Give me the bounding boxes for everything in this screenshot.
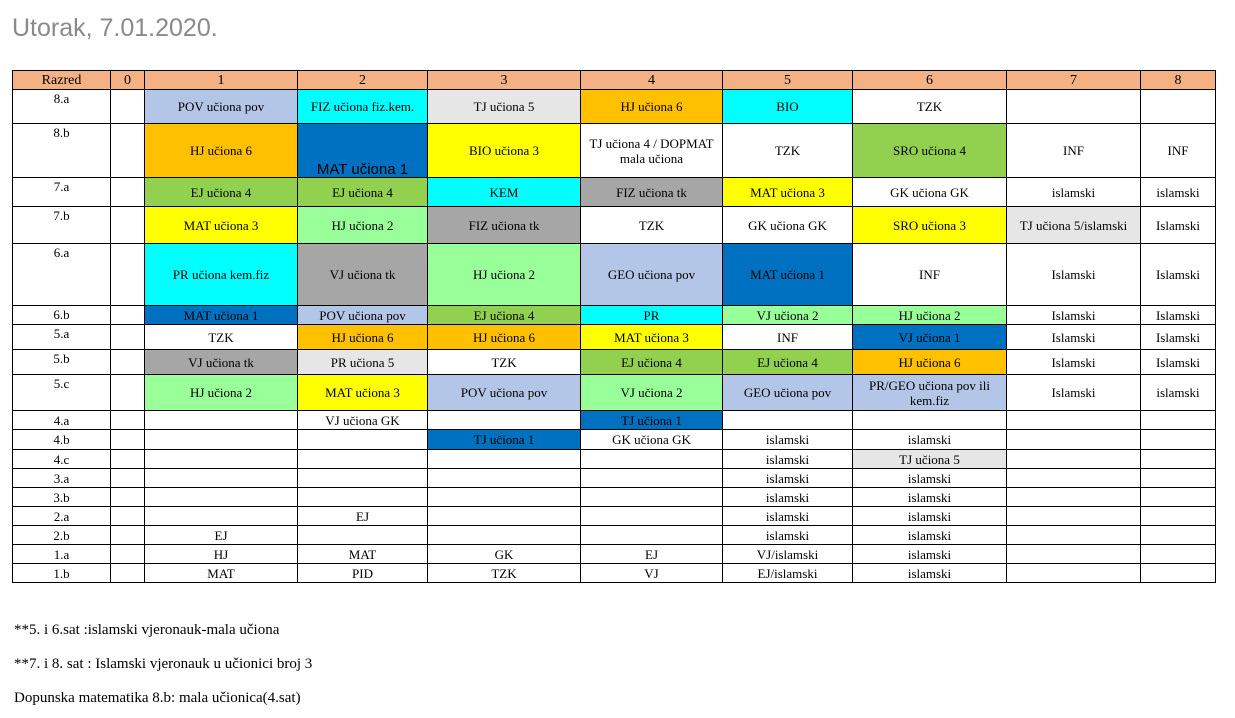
lesson-cell (428, 507, 581, 526)
lesson-cell (111, 90, 145, 124)
lesson-cell: PR/GEO učiona pov ili kem.fiz (853, 375, 1007, 411)
table-row (13, 325, 1216, 350)
lesson-cell: islamski (723, 469, 853, 488)
table-row (13, 124, 1216, 178)
lesson-cell: islamski (723, 488, 853, 507)
class-label-cell: 3.b (13, 488, 111, 507)
lesson-cell (111, 411, 145, 430)
lesson-cell (581, 469, 723, 488)
lesson-cell (111, 306, 145, 325)
lesson-cell: INF (1141, 124, 1216, 178)
note-line: **7. i 8. sat : Islamski vjeronauk u učionici broj 3 (14, 656, 313, 672)
lesson-cell: EJ (581, 545, 723, 564)
lesson-cell (1141, 430, 1216, 450)
header-cell: 5 (723, 71, 853, 90)
lesson-cell (1007, 411, 1141, 430)
lesson-cell: islamski (1007, 178, 1141, 207)
lesson-cell (111, 375, 145, 411)
lesson-cell: Islamski (1007, 306, 1141, 325)
header-cell: 0 (111, 71, 145, 90)
lesson-cell: islamski (1141, 178, 1216, 207)
lesson-cell: EJ učiona 4 (581, 350, 723, 375)
lesson-cell: MAT (145, 564, 298, 583)
lesson-cell: HJ učiona 6 (428, 325, 581, 350)
lesson-cell (298, 469, 428, 488)
lesson-cell (111, 178, 145, 207)
lesson-cell (1141, 564, 1216, 583)
class-label-cell: 8.a (13, 90, 111, 124)
lesson-cell (111, 430, 145, 450)
lesson-cell: TJ učiona 5 (853, 450, 1007, 469)
lesson-cell: EJ učiona 4 (723, 350, 853, 375)
lesson-cell (111, 207, 145, 244)
lesson-cell: GK učiona GK (723, 207, 853, 244)
class-label-cell: 5.a (13, 325, 111, 350)
lesson-cell (1007, 564, 1141, 583)
lesson-cell (581, 450, 723, 469)
lesson-cell: HJ učiona 2 (298, 207, 428, 244)
lesson-cell: MAT učiona 3 (145, 207, 298, 244)
lesson-cell (723, 411, 853, 430)
lesson-cell: Islamski (1007, 375, 1141, 411)
header-cell: 8 (1141, 71, 1216, 90)
class-label-cell: 5.b (13, 350, 111, 375)
lesson-cell: HJ učiona 6 (581, 90, 723, 124)
lesson-cell (428, 526, 581, 545)
lesson-cell: islamski (723, 507, 853, 526)
class-label-cell: 6.a (13, 244, 111, 306)
lesson-cell: Islamski (1141, 350, 1216, 375)
lesson-cell: islamski (853, 545, 1007, 564)
lesson-cell: TZK (428, 564, 581, 583)
lesson-cell: VJ učiona GK (298, 411, 428, 430)
lesson-cell (853, 411, 1007, 430)
lesson-cell: islamski (853, 488, 1007, 507)
lesson-cell (1141, 507, 1216, 526)
table-row (13, 526, 1216, 545)
header-cell: 6 (853, 71, 1007, 90)
lesson-cell (145, 450, 298, 469)
lesson-cell (581, 526, 723, 545)
lesson-cell: EJ učiona 4 (145, 178, 298, 207)
lesson-cell: MAT (298, 545, 428, 564)
lesson-cell: TJ učiona 1 (428, 430, 581, 450)
lesson-cell: HJ (145, 545, 298, 564)
lesson-cell: MAT učiona 1 (723, 244, 853, 306)
lesson-cell: VJ (581, 564, 723, 583)
lesson-cell: TJ učiona 1 (581, 411, 723, 430)
lesson-cell (111, 488, 145, 507)
lesson-cell (1007, 469, 1141, 488)
lesson-cell: HJ učiona 2 (853, 306, 1007, 325)
lesson-cell: POV učiona pov (298, 306, 428, 325)
lesson-cell: HJ učiona 6 (298, 325, 428, 350)
lesson-cell: BIO učiona 3 (428, 124, 581, 178)
lesson-cell: PR učiona kem.fiz (145, 244, 298, 306)
lesson-cell: MAT učiona 3 (581, 325, 723, 350)
lesson-cell: GK učiona GK (853, 178, 1007, 207)
header-cell: 3 (428, 71, 581, 90)
header-cell: 4 (581, 71, 723, 90)
lesson-cell: islamski (853, 507, 1007, 526)
lesson-cell: HJ učiona 2 (428, 244, 581, 306)
class-label-cell: 6.b (13, 306, 111, 325)
table-row (13, 90, 1216, 124)
lesson-cell: KEM (428, 178, 581, 207)
lesson-cell: Islamski (1141, 306, 1216, 325)
lesson-cell: POV učiona pov (428, 375, 581, 411)
lesson-cell: TZK (581, 207, 723, 244)
table-row (13, 430, 1216, 450)
schedule-table (12, 70, 1216, 583)
lesson-cell (145, 469, 298, 488)
lesson-cell: HJ učiona 6 (145, 124, 298, 178)
lesson-cell (1141, 411, 1216, 430)
schedule-body (13, 90, 1216, 583)
lesson-cell (1141, 488, 1216, 507)
lesson-cell: VJ učiona 2 (581, 375, 723, 411)
lesson-cell: TJ učiona 5/islamski (1007, 207, 1141, 244)
lesson-cell (298, 526, 428, 545)
table-row (13, 244, 1216, 306)
lesson-cell: MAT učiona 3 (298, 375, 428, 411)
lesson-cell: PR učiona 5 (298, 350, 428, 375)
lesson-cell (581, 507, 723, 526)
lesson-cell (428, 488, 581, 507)
class-label-cell: 5.c (13, 375, 111, 411)
header-row (13, 71, 1216, 90)
class-label-cell: 4.b (13, 430, 111, 450)
page-title: Utorak, 7.01.2020. (12, 14, 218, 42)
header-cell: 7 (1007, 71, 1141, 90)
table-row (13, 564, 1216, 583)
class-label-cell: 2.a (13, 507, 111, 526)
table-row (13, 488, 1216, 507)
lesson-cell: TZK (723, 124, 853, 178)
class-label-cell: 4.a (13, 411, 111, 430)
lesson-cell: INF (723, 325, 853, 350)
lesson-cell: HJ učiona 6 (853, 350, 1007, 375)
lesson-cell: EJ (145, 526, 298, 545)
note-line: Dopunska matematika 8.b: mala učionica(4.sat) (14, 690, 301, 706)
lesson-cell: EJ učiona 4 (298, 178, 428, 207)
lesson-cell (1141, 469, 1216, 488)
lesson-cell: MAT učiona 1 (145, 306, 298, 325)
lesson-cell: TZK (145, 325, 298, 350)
lesson-cell (1007, 545, 1141, 564)
lesson-cell (111, 325, 145, 350)
lesson-cell: INF (853, 244, 1007, 306)
lesson-cell: TZK (428, 350, 581, 375)
lesson-cell: SRO učiona 3 (853, 207, 1007, 244)
lesson-cell (298, 488, 428, 507)
lesson-cell: MAT učiona 1 (298, 124, 428, 178)
lesson-cell (1141, 545, 1216, 564)
lesson-cell (111, 350, 145, 375)
class-label-cell: 2.b (13, 526, 111, 545)
lesson-cell: islamski (723, 450, 853, 469)
lesson-cell: VJ/islamski (723, 545, 853, 564)
lesson-cell: Islamski (1141, 325, 1216, 350)
lesson-cell (111, 124, 145, 178)
lesson-cell (145, 411, 298, 430)
class-label-cell: 7.b (13, 207, 111, 244)
lesson-cell: EJ učiona 4 (428, 306, 581, 325)
lesson-cell (111, 469, 145, 488)
header-cell: 1 (145, 71, 298, 90)
lesson-cell: GK (428, 545, 581, 564)
lesson-cell: GEO učiona pov (723, 375, 853, 411)
lesson-cell (111, 244, 145, 306)
lesson-cell (111, 526, 145, 545)
lesson-cell: FIZ učiona tk (581, 178, 723, 207)
table-row (13, 411, 1216, 430)
lesson-cell: GEO učiona pov (581, 244, 723, 306)
lesson-cell (145, 488, 298, 507)
note-line: **5. i 6.sat :islamski vjeronauk-mala učiona (14, 622, 280, 638)
lesson-cell (111, 564, 145, 583)
lesson-cell: TJ učiona 5 (428, 90, 581, 124)
lesson-cell: Islamski (1141, 207, 1216, 244)
lesson-cell: islamski (723, 430, 853, 450)
lesson-cell (145, 430, 298, 450)
table-row (13, 507, 1216, 526)
table-row (13, 450, 1216, 469)
lesson-cell (145, 507, 298, 526)
table-row (13, 545, 1216, 564)
lesson-cell: Islamski (1141, 244, 1216, 306)
lesson-cell (298, 450, 428, 469)
lesson-cell: PID (298, 564, 428, 583)
lesson-cell: FIZ učiona fiz.kem. (298, 90, 428, 124)
lesson-cell (1007, 488, 1141, 507)
lesson-cell (1141, 526, 1216, 545)
lesson-cell (298, 430, 428, 450)
table-row (13, 178, 1216, 207)
lesson-cell: VJ učiona 1 (853, 325, 1007, 350)
table-row (13, 350, 1216, 375)
lesson-cell: islamski (853, 430, 1007, 450)
lesson-cell: Islamski (1007, 244, 1141, 306)
class-label-cell: 1.a (13, 545, 111, 564)
lesson-cell (428, 469, 581, 488)
lesson-cell: SRO učiona 4 (853, 124, 1007, 178)
lesson-cell (1141, 450, 1216, 469)
lesson-cell (428, 450, 581, 469)
lesson-cell: MAT učiona 3 (723, 178, 853, 207)
lesson-cell (111, 450, 145, 469)
lesson-cell: islamski (853, 526, 1007, 545)
table-row (13, 469, 1216, 488)
lesson-cell (581, 488, 723, 507)
lesson-cell: VJ učiona 2 (723, 306, 853, 325)
table-row (13, 207, 1216, 244)
lesson-cell: FIZ učiona tk (428, 207, 581, 244)
class-label-cell: 4.c (13, 450, 111, 469)
lesson-cell (1007, 526, 1141, 545)
lesson-cell: INF (1007, 124, 1141, 178)
lesson-cell: Islamski (1007, 325, 1141, 350)
class-label-cell: 8.b (13, 124, 111, 178)
class-label-cell: 7.a (13, 178, 111, 207)
lesson-cell: islamski (853, 469, 1007, 488)
table-row (13, 375, 1216, 411)
header-cell: Razred (13, 71, 111, 90)
lesson-cell: BIO (723, 90, 853, 124)
lesson-cell (1007, 430, 1141, 450)
lesson-cell: Islamski (1007, 350, 1141, 375)
lesson-cell (1007, 507, 1141, 526)
lesson-cell: TZK (853, 90, 1007, 124)
lesson-cell: islamski (1141, 375, 1216, 411)
lesson-cell: TJ učiona 4 / DOPMAT mala učiona (581, 124, 723, 178)
lesson-cell: islamski (853, 564, 1007, 583)
lesson-cell: EJ/islamski (723, 564, 853, 583)
lesson-cell (428, 411, 581, 430)
lesson-cell (111, 507, 145, 526)
lesson-cell: EJ (298, 507, 428, 526)
class-label-cell: 3.a (13, 469, 111, 488)
lesson-cell (1007, 90, 1141, 124)
lesson-cell (1007, 450, 1141, 469)
lesson-cell: PR (581, 306, 723, 325)
lesson-cell (1141, 90, 1216, 124)
table-row (13, 306, 1216, 325)
lesson-cell: POV učiona pov (145, 90, 298, 124)
header-cell: 2 (298, 71, 428, 90)
lesson-cell: HJ učiona 2 (145, 375, 298, 411)
lesson-cell: VJ učiona tk (298, 244, 428, 306)
lesson-cell: GK učiona GK (581, 430, 723, 450)
lesson-cell (111, 545, 145, 564)
class-label-cell: 1.b (13, 564, 111, 583)
lesson-cell: VJ učiona tk (145, 350, 298, 375)
lesson-cell: islamski (723, 526, 853, 545)
